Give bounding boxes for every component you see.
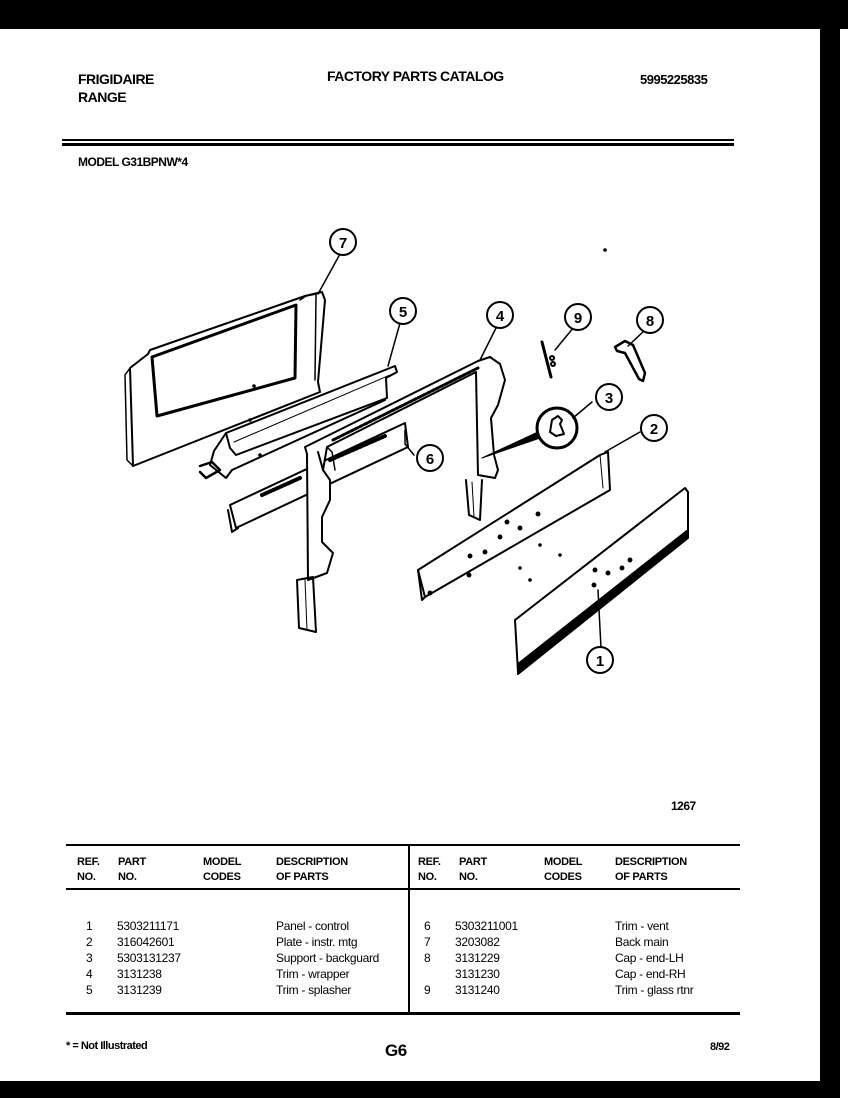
scan-border-bottom [0,1081,840,1098]
table-column-divider [408,844,410,1014]
ref-no: 8 [424,951,431,965]
description: Trim - wrapper [276,967,350,981]
brand-name: FRIGIDAIRE [78,71,154,87]
part-trim-glass-retainer [542,342,555,377]
description: Cap - end-RH [615,967,686,981]
svg-text:7: 7 [338,235,348,252]
part-end-cap [615,341,645,381]
callout-2-icon [641,415,667,441]
ref-no: 6 [424,919,431,933]
ref-no: 9 [424,983,431,997]
description: Plate - instr. mtg [276,935,358,949]
description: Trim - splasher [276,983,352,997]
table-rule-bottom [66,1012,740,1015]
svg-text:5: 5 [398,304,408,321]
svg-text:3: 3 [604,390,614,407]
callout-1-icon [587,647,613,673]
header-ref-left: REF. NO. [77,856,100,883]
ref-no: 3 [86,951,93,965]
model-number: MODEL G31BPNW*4 [78,155,188,169]
header-rule-top [62,139,734,141]
svg-text:6: 6 [425,451,435,468]
header-desc-right: DESCRIPTION OF PARTS [615,856,687,883]
svg-text:9: 9 [573,310,583,327]
revision-date: 8/92 [710,1041,730,1053]
part-no: 3131229 [455,951,500,965]
page-code: G6 [385,1041,407,1060]
part-no: 5303211001 [455,919,518,933]
callout-6-icon [417,445,443,471]
svg-text:1: 1 [595,653,605,670]
description: Support - backguard [276,951,380,965]
part-no: 3131230 [455,967,500,981]
table-rule-top [66,844,740,846]
description: Trim - glass rtnr [615,983,694,997]
callout-3-icon [596,384,622,410]
description: Trim - vent [615,919,669,933]
scan-border-right [820,0,840,1098]
figure-number: 1267 [671,799,696,813]
table-rule-header [66,888,740,890]
svg-text:8: 8 [645,313,655,330]
header-part-left: PART NO. [118,856,146,883]
callout-4-icon [487,302,513,328]
callout-7-icon [330,229,356,255]
part-no: 3131239 [117,983,162,997]
brand-block [78,70,154,106]
callout-8-icon [637,307,663,333]
scan-border-top [0,0,848,29]
product-type: RANGE [78,89,127,105]
catalog-number: 5995225835 [640,72,708,87]
header-part-right: PART NO. [459,856,487,883]
exploded-parts-diagram [100,210,740,690]
part-no: 3131240 [455,983,500,997]
part-support-backguard [482,408,577,458]
part-no: 3131238 [117,967,162,981]
ref-no: 1 [86,919,93,933]
callout-5-icon [390,298,416,324]
catalog-title: FACTORY PARTS CATALOG [327,68,504,84]
header-desc-left: DESCRIPTION OF PARTS [276,856,348,883]
description: Panel - control [276,919,349,933]
part-no: 5303131237 [117,951,181,965]
ref-no: 7 [424,935,431,949]
header-model-right: MODEL CODES [544,856,583,883]
description: Back main [615,935,669,949]
svg-text:4: 4 [495,308,505,325]
part-no: 3203082 [455,935,500,949]
header-rule-bottom [62,143,734,146]
description: Cap - end-LH [615,951,684,965]
ref-no: 2 [86,935,93,949]
callout-9-icon [565,304,591,330]
part-no: 316042601 [117,935,175,949]
ref-no: 5 [86,983,93,997]
part-no: 5303211171 [117,919,179,933]
part-back-main [125,292,325,466]
header-ref-right: REF. NO. [418,856,441,883]
ref-no: 4 [86,967,93,981]
not-illustrated-legend: * = Not Illustrated [66,1040,148,1052]
header-model-left: MODEL CODES [203,856,242,883]
svg-text:2: 2 [649,421,659,438]
